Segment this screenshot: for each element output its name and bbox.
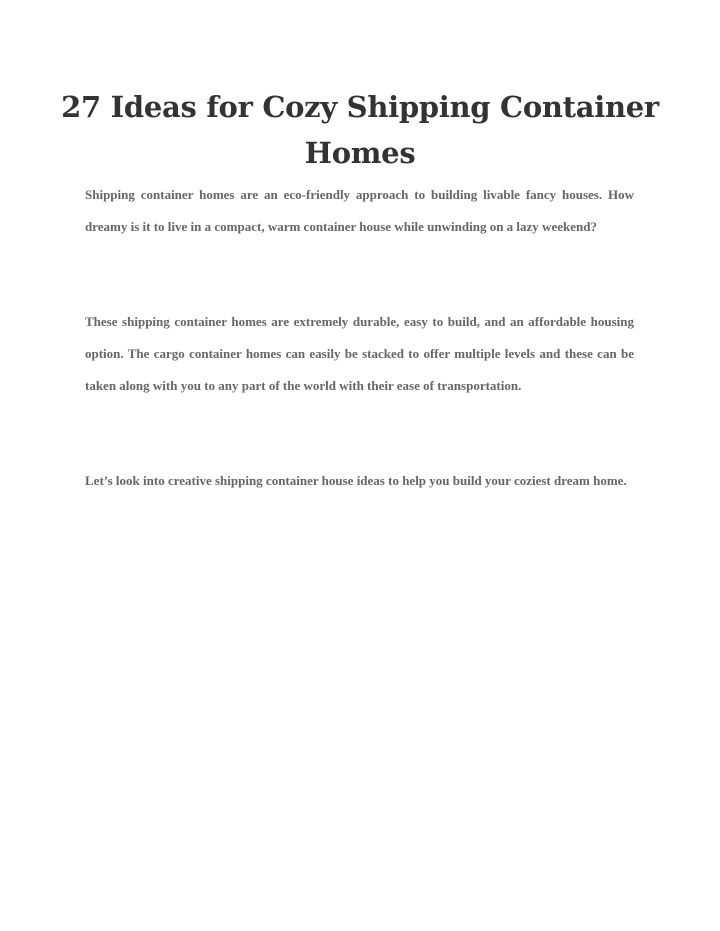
document-title: 27 Ideas for Cozy Shipping Container Homes — [61, 90, 659, 170]
paragraph-intro: Shipping container homes are an eco-friendly approach to building livable fancy houses. How dreamy is it to live in a compact, warm container house while unwinding on a lazy weekend? — [85, 187, 634, 234]
paragraph-benefits: These shipping container homes are extremely durable, easy to build, and an affordable housing option. The cargo container homes can easily be stacked to offer multiple levels and these can be taken along with you to any part of the world with their ease of transportation. — [85, 314, 634, 393]
paragraph-closing: Let’s look into creative shipping container house ideas to help you build your coziest dream home. — [85, 473, 627, 488]
